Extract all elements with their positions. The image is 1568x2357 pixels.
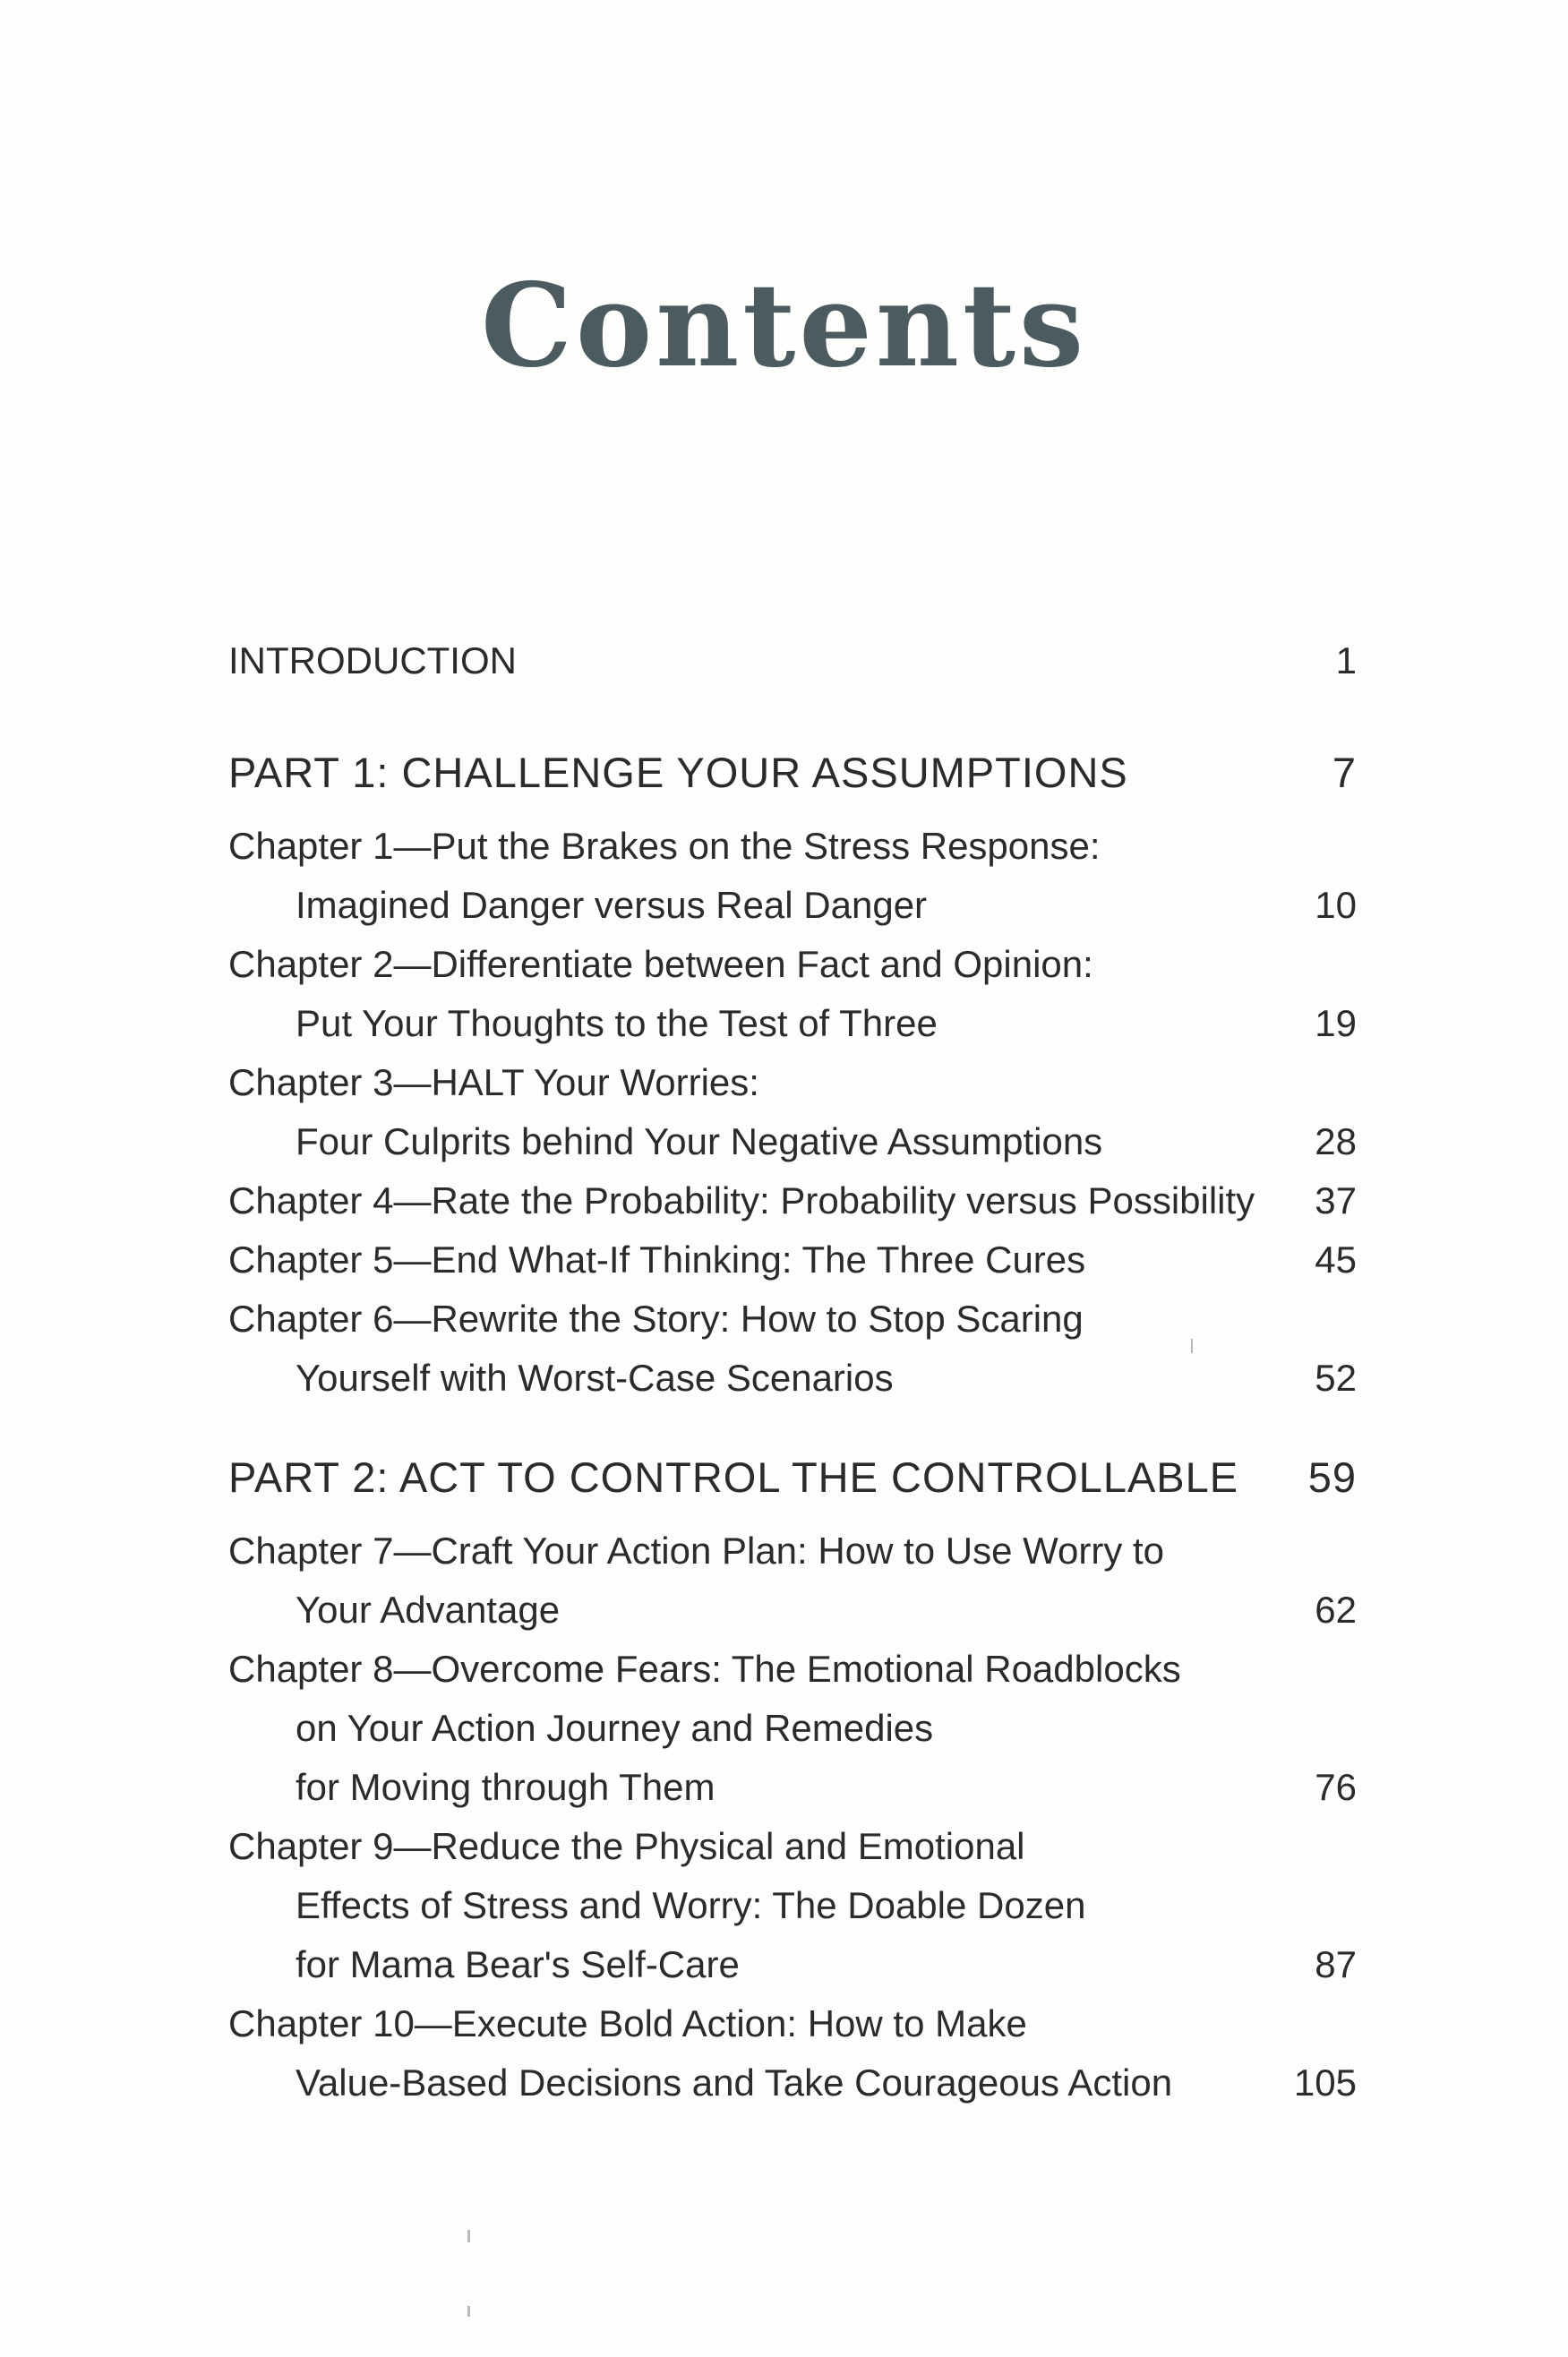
page-number: 7: [1332, 749, 1357, 796]
page-number: 28: [1315, 1120, 1357, 1162]
toc-entry-introduction[interactable]: [228, 631, 1357, 690]
entry-label: INTRODUCTION: [228, 639, 517, 681]
chapter-line: Chapter 1—Put the Brakes on the Stress Response:: [228, 825, 1101, 867]
chapter-line: Chapter 2—Differentiate between Fact and Opinion:: [228, 943, 1093, 985]
chapter-line: Yourself with Worst-Case Scenarios: [296, 1357, 894, 1399]
chapter-line: for Moving through Them: [296, 1766, 715, 1808]
page-number: 19: [1315, 1002, 1357, 1044]
chapter-line: on Your Action Journey and Remedies: [296, 1707, 934, 1749]
page-number: 45: [1315, 1238, 1357, 1281]
page-number: 59: [1307, 1453, 1357, 1501]
page-number: 76: [1315, 1766, 1357, 1808]
toc-part-1[interactable]: [228, 743, 1357, 802]
chapter-line: Chapter 9—Reduce the Physical and Emotional: [228, 1825, 1025, 1867]
page-number: 10: [1315, 884, 1357, 926]
toc-chapter-7[interactable]: [228, 1521, 1357, 1581]
toc-chapter-2-cont[interactable]: [296, 994, 1357, 1053]
chapter-line: Chapter 7—Craft Your Action Plan: How to Use Worry to: [228, 1530, 1165, 1572]
toc-chapter-1[interactable]: [228, 817, 1357, 876]
page-number: 1: [1335, 639, 1357, 681]
part-label: PART 2: ACT TO CONTROL THE CONTROLLABLE: [228, 1453, 1239, 1501]
part-label: PART 1: CHALLENGE YOUR ASSUMPTIONS: [228, 749, 1128, 796]
toc-chapter-9[interactable]: [228, 1817, 1357, 1876]
toc-chapter-2[interactable]: [228, 935, 1357, 994]
toc-chapter-10-cont[interactable]: [296, 2053, 1357, 2113]
chapter-line: Value-Based Decisions and Take Courageous Action: [296, 2061, 1173, 2104]
scan-speck: [467, 2306, 470, 2317]
chapter-line: Imagined Danger versus Real Danger: [296, 884, 928, 926]
page-number: 87: [1315, 1943, 1357, 1985]
toc-chapter-4[interactable]: [228, 1171, 1357, 1230]
chapter-line: Chapter 8—Overcome Fears: The Emotional Roadblocks: [228, 1648, 1181, 1690]
toc-chapter-8-cont-2[interactable]: [296, 1758, 1357, 1817]
toc-chapter-8[interactable]: [228, 1640, 1357, 1699]
page-number: 105: [1293, 2061, 1357, 2104]
toc-chapter-6[interactable]: [228, 1290, 1357, 1349]
chapter-line: Your Advantage: [296, 1589, 561, 1631]
chapter-line: Chapter 4—Rate the Probability: Probability versus Possibility: [228, 1179, 1255, 1221]
toc-chapter-9-cont[interactable]: [296, 1876, 1357, 1935]
page-number: 52: [1315, 1357, 1357, 1399]
toc-chapter-6-cont[interactable]: [296, 1349, 1357, 1408]
page-number: 37: [1315, 1179, 1357, 1221]
chapter-line: Chapter 3—HALT Your Worries:: [228, 1061, 759, 1103]
toc-chapter-9-cont-2[interactable]: [296, 1935, 1357, 1994]
toc-chapter-7-cont[interactable]: [296, 1581, 1357, 1640]
page-title: Contents: [480, 259, 1088, 393]
chapter-line: Chapter 10—Execute Bold Action: How to Make: [228, 2002, 1027, 2044]
toc-chapter-8-cont[interactable]: [296, 1699, 1357, 1758]
chapter-line: Put Your Thoughts to the Test of Three: [296, 1002, 938, 1044]
toc-chapter-3[interactable]: [228, 1053, 1357, 1112]
page-number: 62: [1315, 1589, 1357, 1631]
chapter-line: Four Culprits behind Your Negative Assumptions: [296, 1120, 1103, 1162]
chapter-line: Effects of Stress and Worry: The Doable Dozen: [296, 1884, 1086, 1926]
chapter-line: for Mama Bear's Self-Care: [296, 1943, 740, 1985]
toc-chapter-1-cont[interactable]: [296, 876, 1357, 935]
scan-speck: [1191, 1339, 1193, 1353]
toc-chapter-3-cont[interactable]: [296, 1112, 1357, 1171]
toc-part-2[interactable]: [228, 1448, 1357, 1507]
scan-speck: [467, 2230, 470, 2242]
toc-chapter-5[interactable]: [228, 1230, 1357, 1290]
chapter-line: Chapter 5—End What-If Thinking: The Three Cures: [228, 1238, 1086, 1281]
toc-chapter-10[interactable]: [228, 1994, 1357, 2053]
chapter-line: Chapter 6—Rewrite the Story: How to Stop Scaring: [228, 1298, 1084, 1340]
